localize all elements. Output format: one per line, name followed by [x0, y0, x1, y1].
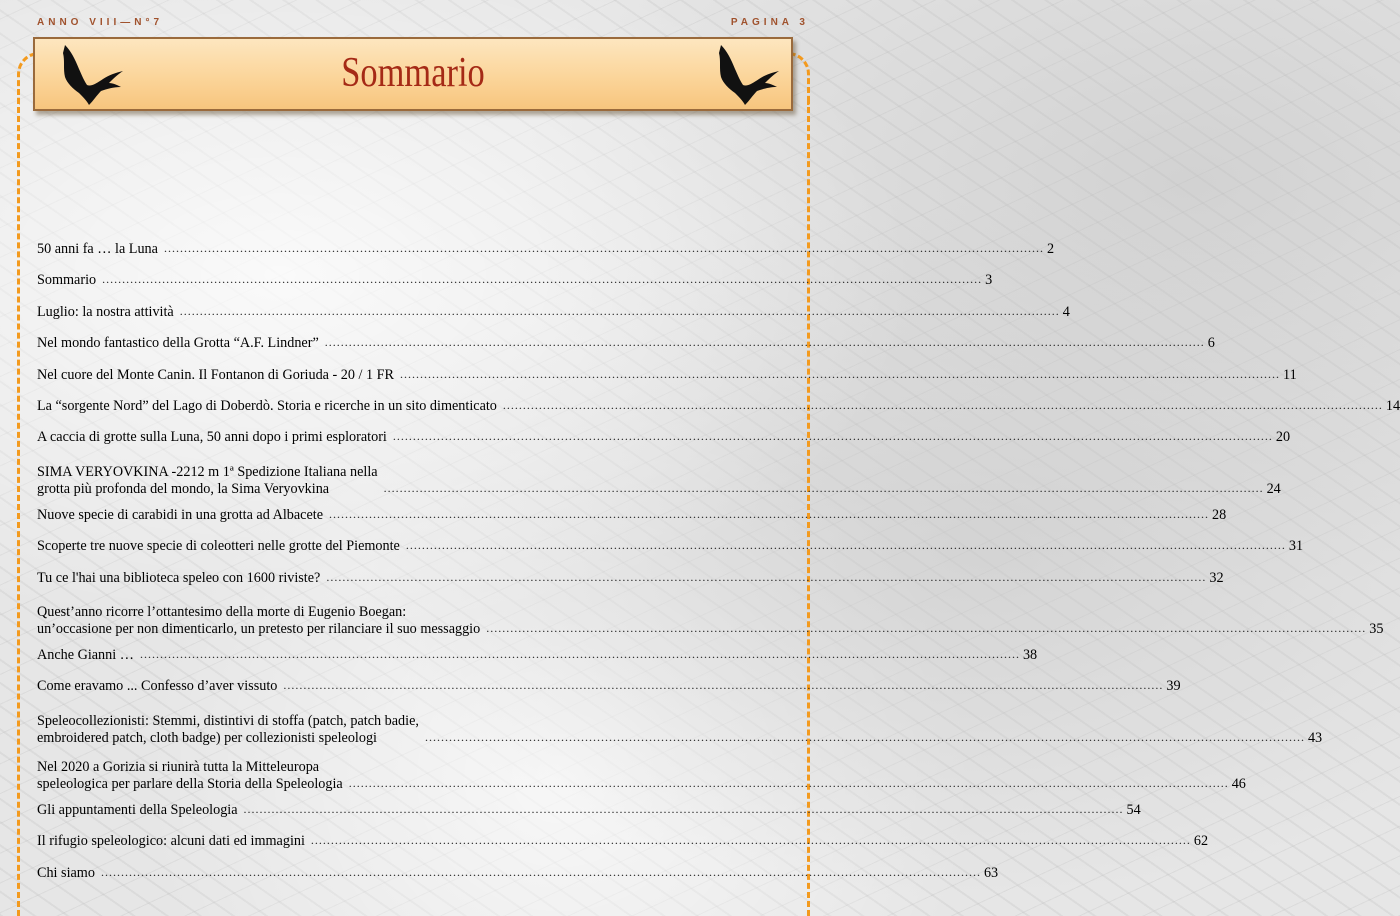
toc-entry-title: Nel cuore del Monte Canin. Il Fontanon di Goriuda - 20 / 1 FR [37, 366, 395, 383]
toc-entry-title: Il rifugio speleologico: alcuni dati ed immagini [37, 833, 305, 850]
toc-entry-page: 11 [1283, 366, 1297, 383]
toc-entry-title: Chi siamo [37, 864, 95, 881]
toc-entry [37, 352, 1297, 384]
toc-entry-page: 31 [1288, 538, 1304, 555]
toc-leader-dots: ............................................................................................................................................................................................................................ [163, 241, 1044, 255]
toc-entry-page: 4 [1062, 303, 1070, 320]
toc-leader-dots: ............................................................................................................................................................................................................................ [383, 480, 1264, 495]
toc-leader-dots: ............................................................................................................................................................................................................................ [243, 801, 1124, 816]
toc-leader-dots: ............................................................................................................................................................................................................................ [348, 775, 1229, 790]
toc-entry [37, 226, 1055, 258]
toc-entry-page: 39 [1166, 678, 1181, 695]
frame-border-left [17, 98, 20, 916]
toc-entry [37, 414, 1291, 446]
toc-leader-dots: ............................................................................................................................................................................................................................ [329, 506, 1210, 521]
toc-entry-page: 62 [1193, 833, 1209, 850]
toc-leader-dots: ............................................................................................................................................................................................................................ [424, 729, 1305, 744]
toc-entry-page: 54 [1126, 801, 1141, 818]
page-title: Sommario [341, 50, 485, 96]
toc-entry [37, 754, 1246, 793]
toc-entry [37, 555, 1224, 587]
toc-entry-page: 24 [1266, 480, 1281, 497]
toc-entry [37, 257, 993, 289]
toc-entry-title: Speleocollezionisti: Stemmi, distintivi di stoffa (patch, patch badie, embroidered patch, cloth badge) per collezionisti speleologi [37, 712, 419, 746]
toc-entry-page: 6 [1207, 335, 1215, 352]
toc-entry-title: Nel mondo fantastico della Grotta “A.F. Lindner” [37, 335, 319, 352]
toc-leader-dots: ............................................................................................................................................................................................................................ [179, 303, 1060, 318]
toc-entry-page: 3 [985, 272, 993, 289]
toc-entry-page: 38 [1022, 647, 1038, 664]
toc-leader-dots: ............................................................................................................................................................................................................................ [392, 429, 1273, 444]
toc-leader-dots: ............................................................................................................................................................................................................................ [283, 678, 1164, 693]
toc-leader-dots: ............................................................................................................................................................................................................................ [310, 833, 1191, 848]
toc-entry-title: Tu ce l'hai una biblioteca speleo con 1600 riviste? [37, 569, 321, 586]
toc-leader-dots: ............................................................................................................................................................................................................................ [100, 864, 981, 879]
toc-entry-title: Quest’anno ricorre l’ottantesimo della morte di Eugenio Boegan: un’occasione per non dimenticarlo, un pretesto per rilanciare il suo messaggio [37, 604, 481, 638]
toc-leader-dots: ............................................................................................................................................................................................................................ [502, 398, 1383, 413]
toc-entry-title: Scoperte tre nuove specie di coleotteri nelle grotte del Piemonte [37, 538, 400, 555]
toc-entry [37, 289, 1070, 321]
toc-entry-page: 20 [1275, 429, 1291, 446]
toc-entry-title: Nuove specie di carabidi in una grotta ad Albacete [37, 506, 324, 523]
toc-leader-dots: ............................................................................................................................................................................................................................ [326, 569, 1207, 584]
toc-leader-dots: ............................................................................................................................................................................................................................ [400, 366, 1281, 381]
toc-entry-title: A caccia di grotte sulla Luna, 50 anni dopo i primi esploratori [37, 429, 387, 446]
toc-entry-title: La “sorgente Nord” del Lago di Doberdò. Storia e ricerche in un sito dimenticato [37, 398, 497, 415]
table-of-contents [37, 226, 1400, 881]
toc-entry [37, 523, 1304, 555]
toc-leader-dots: ............................................................................................................................................................................................................................ [486, 621, 1367, 636]
toc-entry-title: Come eravamo ... Confesso d’aver vissuto [37, 678, 278, 695]
title-banner [33, 37, 793, 111]
toc-entry-title: Sommario [37, 272, 97, 289]
toc-entry-title: Gli appuntamenti della Speleologia [37, 801, 238, 818]
toc-leader-dots: ............................................................................................................................................................................................................................ [102, 272, 983, 287]
toc-entry-title: Luglio: la nostra attività [37, 303, 174, 320]
toc-entry-title: Nel 2020 a Gorizia si riunirà tutta la Mitteleuropa speleologica per parlare della Storia della Speleologia [37, 758, 343, 792]
toc-entry [37, 663, 1181, 695]
page-number-label: PAGINA 3 [730, 17, 809, 28]
toc-entry [37, 850, 999, 882]
issue-number: ANNO VIII—N°7 [37, 17, 164, 28]
toc-entry-page: 43 [1307, 729, 1323, 746]
toc-entry [37, 708, 1323, 747]
toc-entry-page: 32 [1209, 569, 1224, 586]
toc-entry [37, 320, 1215, 352]
toc-entry [37, 383, 1400, 415]
toc-entry-page: 2 [1046, 241, 1055, 257]
bat-icon [713, 43, 783, 107]
toc-entry [37, 599, 1384, 638]
toc-entry-page: 14 [1385, 398, 1400, 415]
toc-entry-page: 28 [1212, 506, 1227, 523]
toc-entry-page: 35 [1369, 621, 1384, 638]
toc-entry-title: 50 anni fa … la Luna [37, 241, 158, 257]
toc-entry-page: 63 [983, 864, 999, 881]
toc-entry-title: Anche Gianni … [37, 647, 134, 664]
toc-leader-dots: ............................................................................................................................................................................................................................ [139, 647, 1020, 662]
toc-entry-page: 46 [1231, 775, 1246, 792]
toc-entry-title: SIMA VERYOVKINA -2212 m 1ª Spedizione Italiana nella grotta più profonda del mondo, la Sima Veryovkina [37, 463, 378, 497]
toc-entry [37, 818, 1209, 850]
toc-leader-dots: ............................................................................................................................................................................................................................ [405, 538, 1286, 553]
toc-leader-dots: ............................................................................................................................................................................................................................ [324, 335, 1205, 350]
toc-entry [37, 459, 1281, 498]
